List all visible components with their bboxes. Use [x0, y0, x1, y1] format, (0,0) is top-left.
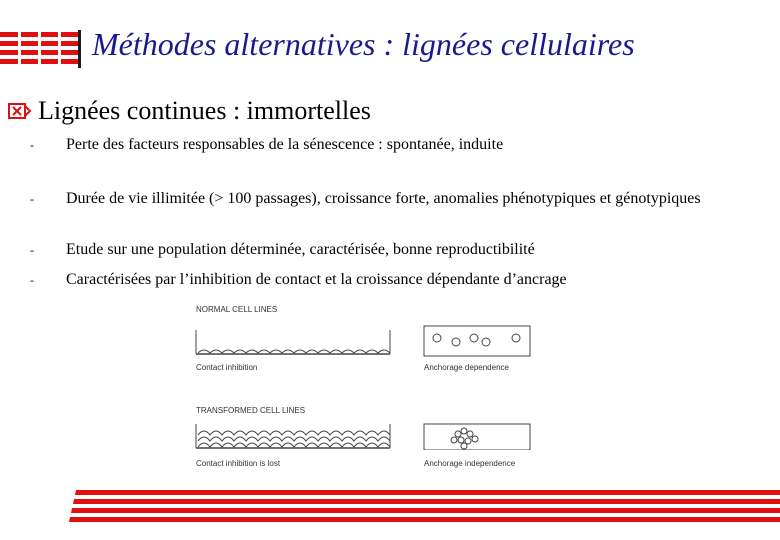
bullet-text: Durée de vie illimitée (> 100 passages), croissance forte, anomalies phénotypiques et génotypiques [66, 190, 701, 207]
contact-inhibition-diagram [196, 330, 390, 354]
anchorage-dependence-diagram [424, 326, 530, 356]
title-decoration-bars [0, 30, 82, 68]
x-box-icon [6, 98, 32, 124]
list-item [30, 134, 766, 156]
bullet-dash: - [30, 192, 34, 206]
contact-inhibition-lost-label: Contact inhibition is lost [196, 459, 281, 468]
bullet-text: Caractérisées par l’inhibition de contact et la croissance dépendante d’ancrage [66, 271, 567, 288]
transformed-cell-lines-label: TRANSFORMED CELL LINES [196, 406, 306, 415]
cell-lines-figure [186, 300, 546, 450]
contact-inhibition-lost-diagram [196, 424, 390, 448]
bullet-text: Etude sur une population déterminée, caractérisée, bonne reproductibilité [66, 241, 535, 258]
bullet-dash: - [30, 138, 34, 152]
anchorage-independence-label: Anchorage independence [424, 459, 516, 468]
normal-cell-lines-label: NORMAL CELL LINES [196, 305, 278, 314]
contact-inhibition-label: Contact inhibition [196, 363, 258, 372]
list-item [30, 269, 766, 291]
heading-row [6, 96, 371, 126]
section-heading: Lignées continues : immortelles [38, 96, 371, 125]
anchorage-dependence-label: Anchorage dependence [424, 363, 509, 372]
list-item [30, 188, 766, 210]
bullet-dash: - [30, 273, 34, 287]
slide-title: Méthodes alternatives : lignées cellulaires [92, 26, 635, 62]
bullet-dash: - [30, 243, 34, 257]
bullet-text: Perte des facteurs responsables de la sénescence : spontanée, induite [66, 136, 504, 153]
list-item [30, 239, 766, 261]
anchorage-independence-diagram [424, 424, 530, 450]
footer-decoration-bars [66, 488, 780, 528]
